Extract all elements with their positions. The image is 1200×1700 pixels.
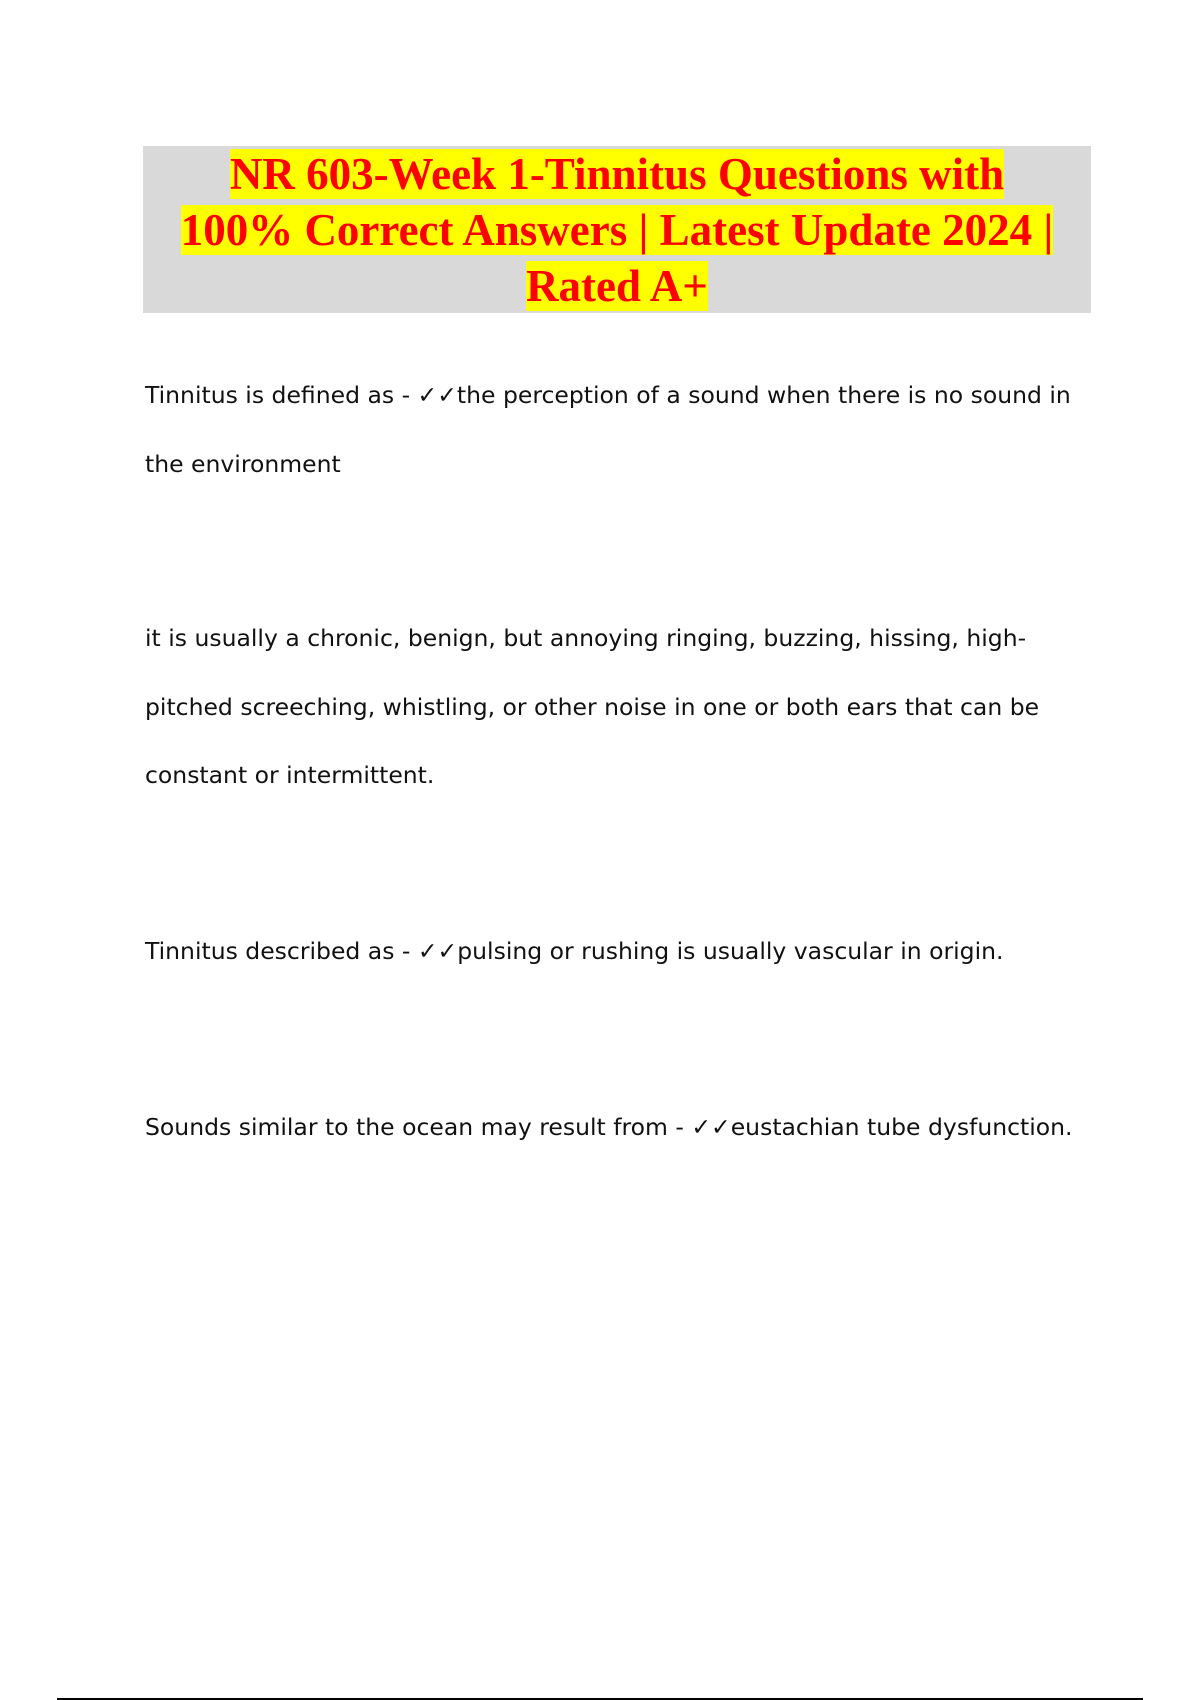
title-line-3: Rated A+ — [526, 260, 708, 311]
qa-item — [145, 604, 1085, 810]
answer-text: eustachian tube dysfunction. — [730, 1113, 1073, 1141]
answer-text: pulsing or rushing is usually vascular in origin. — [457, 937, 1004, 965]
title-line-1: NR 603-Week 1-Tinnitus Questions with — [229, 148, 1005, 199]
question-text: Tinnitus is defined as - — [145, 381, 418, 409]
statement-text: it is usually a chronic, benign, but annoying ringing, buzzing, hissing, high-pitched screeching, whistling, or other noise in one or both ears that can be constant or intermittent. — [145, 624, 1040, 789]
double-check-icon: ✓✓ — [417, 937, 458, 965]
question-text: Tinnitus described as - — [145, 937, 418, 965]
document-title — [181, 146, 1054, 314]
answer-text: the perception of a sound when there is no sound in the environment — [145, 381, 1071, 478]
qa-item — [145, 1093, 1085, 1162]
question-text: Sounds similar to the ocean may result from - — [145, 1113, 692, 1141]
title-line-2: 100% Correct Answers | Latest Update 2024 | — [180, 204, 1054, 255]
qa-item — [145, 917, 1085, 986]
double-check-icon: ✓✓ — [691, 1113, 731, 1141]
qa-item — [145, 361, 1085, 498]
title-banner — [143, 146, 1091, 313]
double-check-icon: ✓✓ — [417, 381, 457, 409]
